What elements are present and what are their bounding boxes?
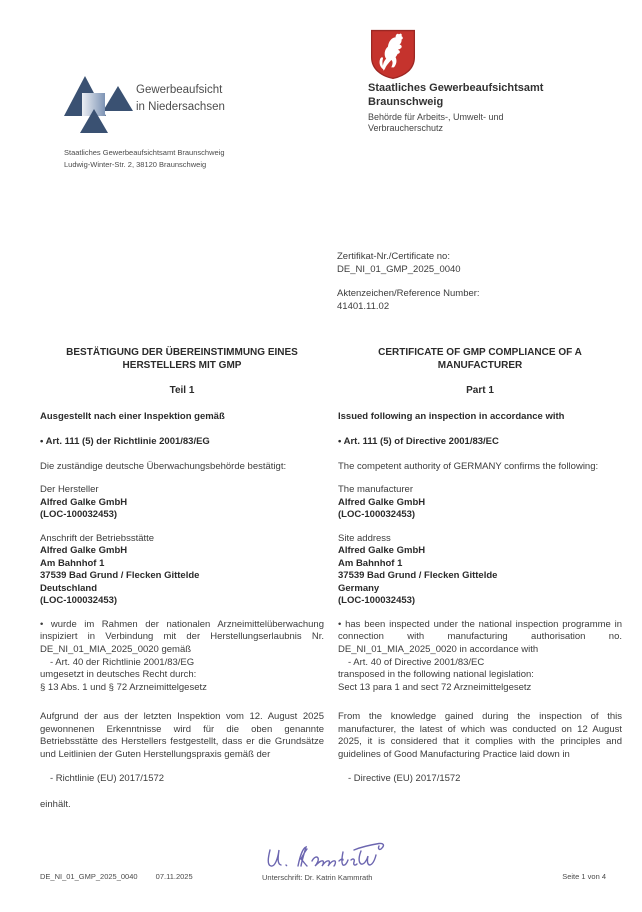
page-number: Seite 1 von 4 — [562, 872, 606, 881]
german-issued-line: Ausgestellt nach einer Inspektion gemäß — [40, 410, 225, 422]
certificate-number-value: DE_NI_01_GMP_2025_0040 — [337, 263, 461, 275]
english-manufacturer-block — [338, 484, 622, 522]
german-part: Teil 1 — [169, 385, 195, 397]
english-site-line: Alfred Galke GmbH — [338, 545, 426, 557]
german-site-block — [40, 533, 324, 608]
sender-address — [64, 147, 225, 170]
issuing-office-block — [368, 82, 543, 135]
reference-number-label: Aktenzeichen/Reference Number: — [337, 288, 480, 300]
left-logo-wordmark — [136, 82, 225, 115]
german-site-line: 37539 Bad Grund / Flecken Gittelde — [40, 570, 200, 582]
german-manufacturer-label: Der Hersteller — [40, 484, 99, 496]
bilingual-columns — [40, 346, 622, 811]
office-subtitle-line1: Behörde für Arbeits-, Umwelt- und — [368, 111, 504, 122]
german-transposed-line2: § 13 Abs. 1 und § 72 Arzneimittelgesetz — [40, 681, 207, 693]
english-transposed-line2: Sect 13 para 1 and sect 72 Arzneimittelgesetz — [338, 681, 532, 693]
english-manufacturer-loc: (LOC-100032453) — [338, 509, 416, 521]
german-site-line: Am Bahnhof 1 — [40, 557, 105, 569]
german-site-line: Alfred Galke GmbH — [40, 545, 128, 557]
german-title: BESTÄTIGUNG DER ÜBEREINSTIMMUNG EINES HERSTELLERS MIT GMP — [66, 347, 298, 372]
niedersachsen-triangles-logo-icon — [58, 72, 136, 134]
english-part: Part 1 — [466, 385, 494, 397]
english-manufacturer-name: Alfred Galke GmbH — [338, 496, 426, 508]
german-transposed-line1: umgesetzt in deutsches Recht durch: — [40, 669, 197, 681]
english-site-line: 37539 Bad Grund / Flecken Gittelde — [338, 570, 498, 582]
english-transposed-line1: transposed in the following national legislation: — [338, 669, 534, 681]
office-subtitle-line2: Verbraucherschutz — [368, 123, 444, 134]
sender-address-line2: Ludwig-Winter-Str. 2, 38120 Braunschweig — [64, 159, 207, 169]
office-title-line1: Staatliches Gewerbeaufsichtsamt — [368, 82, 544, 94]
english-issued-line: Issued following an inspection in accordance with — [338, 410, 565, 422]
english-column — [338, 346, 622, 811]
german-inspection-block — [40, 619, 324, 694]
german-article-line: • Art. 111 (5) der Richtlinie 2001/83/EG — [40, 436, 210, 448]
english-article-line: • Art. 111 (5) of Directive 2001/83/EC — [338, 436, 499, 448]
certificate-number-label: Zertifikat-Nr./Certificate no: — [337, 251, 450, 262]
german-inspection-bullet: • wurde im Rahmen der nationalen Arzneimittelüberwachung inspiziert in Verbindung mit der Herstellungserlaubnis Nr. DE_NI_01_MIA_2025_0020 gemäß — [40, 618, 324, 655]
german-authority-paragraph: Die zuständige deutsche Überwachungsbehörde bestätigt: — [40, 460, 287, 472]
german-knowledge-paragraph: Aufgrund der aus der letzten Inspektion vom 12. August 2025 gewonnenen Erkenntnisse wird für die oben genannte Betriebsstätte des Herstellers festgestellt, dass er die Grundsätze und Leitlinien der Guten Herstellungspraxis gemäß der — [40, 711, 324, 760]
reference-block — [337, 251, 480, 313]
english-authority-paragraph: The competent authority of GERMANY confirms the following: — [338, 460, 599, 472]
german-complies-line: einhält. — [40, 798, 71, 810]
german-site-line: (LOC-100032453) — [40, 595, 118, 607]
footer-reference-number: DE_NI_01_GMP_2025_0040 — [40, 872, 138, 881]
german-inspection-sub-item: - Art. 40 der Richtlinie 2001/83/EG — [50, 656, 195, 668]
footer-date: 07.11.2025 — [155, 872, 193, 881]
german-manufacturer-name: Alfred Galke GmbH — [40, 496, 128, 508]
german-manufacturer-block — [40, 484, 324, 522]
german-site-label: Anschrift der Betriebsstätte — [40, 532, 155, 544]
english-site-line: Germany — [338, 582, 380, 594]
sender-address-line1: Staatliches Gewerbeaufsichtsamt Braunschweig — [64, 148, 225, 157]
signature-label: Unterschrift: Dr. Katrin Kammrath — [262, 873, 373, 882]
office-title — [368, 82, 543, 110]
english-directive-line: - Directive (EU) 2017/1572 — [348, 773, 461, 785]
english-title: CERTIFICATE OF GMP COMPLIANCE OF A MANUFACTURER — [378, 347, 582, 372]
german-site-line: Deutschland — [40, 582, 98, 594]
german-manufacturer-loc: (LOC-100032453) — [40, 509, 118, 521]
office-subtitle — [368, 112, 543, 135]
left-logo-line2: in Niedersachsen — [136, 100, 225, 113]
german-column — [40, 346, 324, 811]
left-logo-line1: Gewerbeaufsicht — [136, 84, 223, 96]
english-site-line: (LOC-100032453) — [338, 595, 416, 607]
reference-number-value: 41401.11.02 — [337, 300, 390, 312]
lower-saxony-coat-of-arms-icon — [368, 28, 418, 81]
english-inspection-bullet: • has been inspected under the national inspection programme in connection with manufacturing authorisation no. DE_NI_01_MIA_2025_0020 in accordance with — [338, 618, 622, 655]
english-site-line: Am Bahnhof 1 — [338, 557, 403, 569]
english-knowledge-paragraph: From the knowledge gained during the inspection of this manufacturer, the latest of which was conducted on 12 August 2025, it is considered that it complies with the principles and guidelines of Good Manufacturing Practice laid down in — [338, 711, 622, 760]
english-inspection-block — [338, 619, 622, 694]
english-inspection-sub-item: - Art. 40 of Directive 2001/83/EC — [348, 656, 485, 668]
german-directive-line: - Richtlinie (EU) 2017/1572 — [50, 773, 165, 785]
english-site-label: Site address — [338, 532, 391, 544]
office-title-line2: Braunschweig — [368, 95, 444, 108]
english-site-block — [338, 533, 622, 608]
handwritten-signature-icon — [258, 838, 408, 876]
english-manufacturer-label: The manufacturer — [338, 484, 413, 496]
footer-reference — [40, 872, 193, 881]
